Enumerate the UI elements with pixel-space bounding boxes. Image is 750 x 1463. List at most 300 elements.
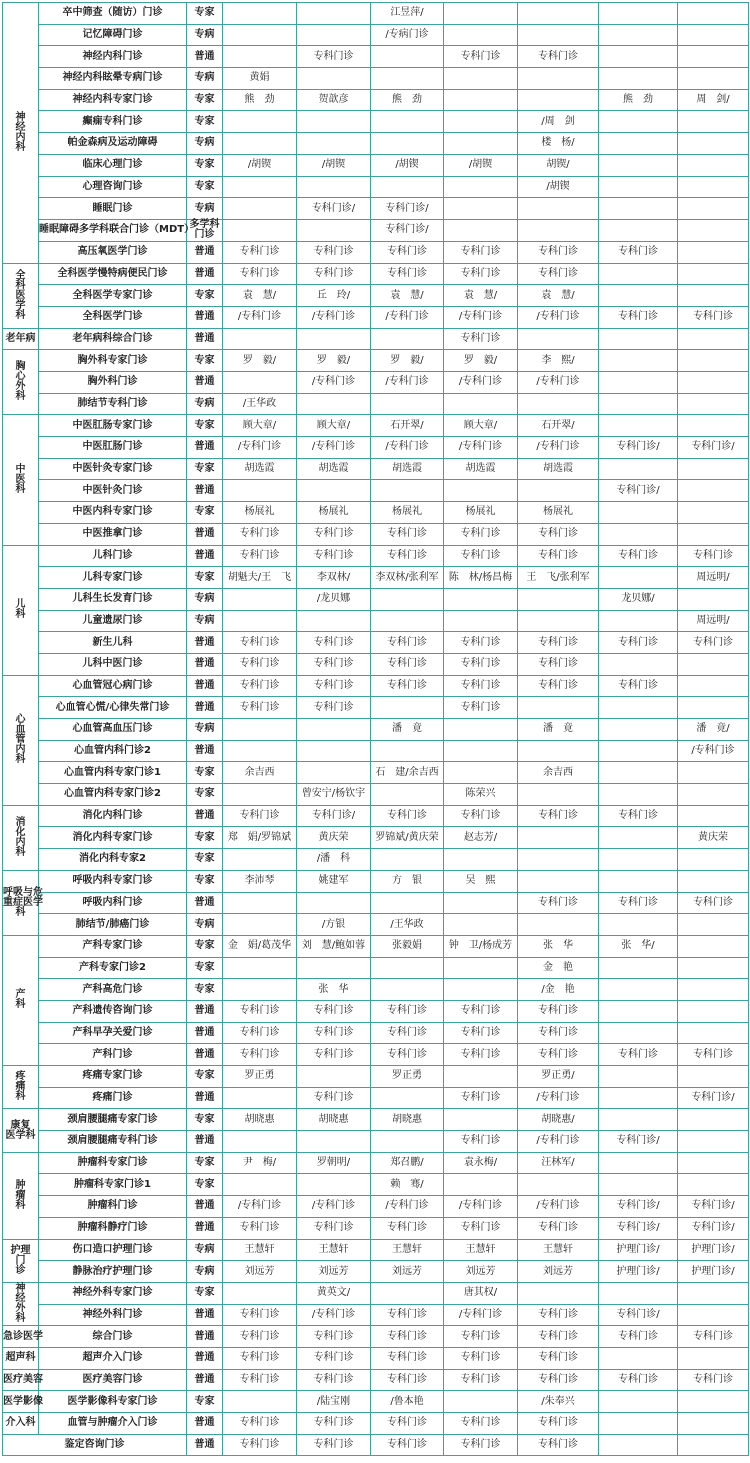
clinic-type-cell: 专病	[187, 1261, 223, 1283]
schedule-slot-cell	[297, 219, 371, 241]
schedule-slot-cell: 专科门诊	[518, 241, 599, 263]
schedule-slot-cell: 张 华/	[599, 935, 678, 957]
schedule-slot-cell	[223, 372, 297, 394]
schedule-slot-cell: 专科门诊	[223, 1022, 297, 1044]
schedule-slot-cell	[371, 588, 444, 610]
clinic-type-cell: 专家	[187, 502, 223, 524]
schedule-slot-cell	[678, 1413, 749, 1435]
schedule-slot-cell: 周远明/	[678, 610, 749, 632]
schedule-slot-cell	[371, 849, 444, 871]
schedule-slot-cell: /专科门诊	[223, 306, 297, 328]
schedule-slot-cell: 胡选霞	[518, 458, 599, 480]
schedule-slot-cell: 熊 劲	[371, 89, 444, 111]
schedule-slot-cell: 专科门诊	[518, 892, 599, 914]
schedule-slot-cell: 专科门诊	[599, 545, 678, 567]
table-row	[3, 914, 749, 936]
clinic-type-cell: 普通	[187, 263, 223, 285]
schedule-slot-cell: /专科门诊	[223, 437, 297, 459]
schedule-slot-cell: 专科门诊	[518, 1217, 599, 1239]
schedule-slot-cell	[678, 870, 749, 892]
schedule-slot-cell	[599, 653, 678, 675]
schedule-slot-cell: 专科门诊	[444, 1131, 518, 1153]
schedule-slot-cell	[444, 198, 518, 220]
clinic-name-cell: 心理咨询门诊	[39, 176, 187, 198]
schedule-slot-cell	[599, 24, 678, 46]
schedule-slot-cell: 郑 娟/罗锦斌	[223, 827, 297, 849]
clinic-name-cell: 心血管内科专家门诊1	[39, 762, 187, 784]
schedule-slot-cell	[678, 957, 749, 979]
schedule-slot-cell	[444, 1066, 518, 1088]
schedule-slot-cell	[599, 1022, 678, 1044]
schedule-slot-cell	[223, 979, 297, 1001]
clinic-name-cell: 中医内科专家门诊	[39, 502, 187, 524]
schedule-slot-cell	[599, 762, 678, 784]
department-cell: 康复 医学科	[3, 1109, 39, 1152]
table-row	[3, 610, 749, 632]
table-row	[3, 372, 749, 394]
schedule-slot-cell	[599, 176, 678, 198]
clinic-type-cell: 普通	[187, 241, 223, 263]
schedule-slot-cell	[518, 3, 599, 25]
clinic-type-cell: 普通	[187, 372, 223, 394]
schedule-slot-cell	[223, 3, 297, 25]
schedule-slot-cell: 专科门诊	[444, 1347, 518, 1369]
clinic-name-cell: 医学影像科专家门诊	[39, 1391, 187, 1413]
department-cell: 急诊医学	[3, 1326, 39, 1348]
schedule-slot-cell	[678, 46, 749, 68]
schedule-slot-cell: 江昱萍/	[371, 3, 444, 25]
table-row	[3, 697, 749, 719]
schedule-slot-cell: 专科门诊	[297, 263, 371, 285]
schedule-slot-cell	[599, 740, 678, 762]
table-row	[3, 241, 749, 263]
table-row	[3, 653, 749, 675]
schedule-slot-cell	[444, 762, 518, 784]
schedule-slot-cell	[678, 1391, 749, 1413]
table-row	[3, 1239, 749, 1261]
schedule-slot-cell	[371, 480, 444, 502]
schedule-slot-cell	[371, 979, 444, 1001]
schedule-slot-cell: /专科门诊	[297, 306, 371, 328]
schedule-slot-cell	[678, 1000, 749, 1022]
schedule-slot-cell: 专科门诊	[297, 632, 371, 654]
schedule-slot-cell	[297, 740, 371, 762]
schedule-slot-cell: 陈荣兴	[444, 784, 518, 806]
schedule-slot-cell: 专科门诊/	[599, 1196, 678, 1218]
schedule-slot-cell: 专科门诊	[297, 241, 371, 263]
schedule-slot-cell	[297, 719, 371, 741]
schedule-slot-cell	[518, 393, 599, 415]
schedule-slot-cell	[678, 914, 749, 936]
clinic-name-cell: 颈肩腰腿痛专科门诊	[39, 1131, 187, 1153]
schedule-slot-cell: /鲁本艳	[371, 1391, 444, 1413]
schedule-slot-cell: 袁 慧/	[444, 285, 518, 307]
schedule-slot-cell: 专科门诊	[444, 1326, 518, 1348]
schedule-slot-cell: 张毅娟	[371, 935, 444, 957]
schedule-slot-cell	[518, 849, 599, 871]
schedule-slot-cell	[599, 458, 678, 480]
schedule-slot-cell: 楼 杨/	[518, 133, 599, 155]
table-row	[3, 350, 749, 372]
schedule-slot-cell: 顾大章/	[297, 415, 371, 437]
schedule-slot-cell	[444, 610, 518, 632]
schedule-slot-cell	[599, 502, 678, 524]
schedule-slot-cell: 赵志芳/	[444, 827, 518, 849]
schedule-slot-cell: 胡晓惠/	[518, 1109, 599, 1131]
clinic-name-cell: 神经外科门诊	[39, 1304, 187, 1326]
schedule-slot-cell	[678, 458, 749, 480]
schedule-slot-cell: 王慧轩	[297, 1239, 371, 1261]
schedule-slot-cell	[518, 328, 599, 350]
schedule-slot-cell: 专科门诊	[297, 1022, 371, 1044]
schedule-slot-cell: /专科门诊	[444, 372, 518, 394]
schedule-slot-cell	[223, 133, 297, 155]
schedule-slot-cell: 专科门诊	[223, 1304, 297, 1326]
schedule-slot-cell	[444, 740, 518, 762]
table-row	[3, 176, 749, 198]
schedule-slot-cell: 黄庆荣	[678, 827, 749, 849]
schedule-slot-cell: 专科门诊	[371, 1044, 444, 1066]
schedule-slot-cell: 专科门诊	[518, 1369, 599, 1391]
schedule-slot-cell: 专科门诊	[371, 263, 444, 285]
schedule-slot-cell	[371, 176, 444, 198]
schedule-slot-cell: 专科门诊/	[297, 198, 371, 220]
schedule-slot-cell: 胡锲/	[518, 154, 599, 176]
schedule-slot-cell: 专科门诊	[518, 1434, 599, 1456]
schedule-slot-cell	[223, 1087, 297, 1109]
schedule-slot-cell	[599, 849, 678, 871]
schedule-slot-cell: 专科门诊	[518, 1022, 599, 1044]
schedule-slot-cell	[297, 762, 371, 784]
schedule-slot-cell	[297, 892, 371, 914]
schedule-slot-cell	[599, 1282, 678, 1304]
schedule-slot-cell: 专科门诊/	[371, 198, 444, 220]
schedule-slot-cell	[444, 1109, 518, 1131]
schedule-slot-cell	[678, 1152, 749, 1174]
clinic-schedule-table	[2, 2, 749, 1456]
schedule-slot-cell: 专科门诊/	[297, 805, 371, 827]
table-row	[3, 1282, 749, 1304]
schedule-slot-cell: 专科门诊	[297, 1000, 371, 1022]
schedule-slot-cell: 专科门诊	[297, 1044, 371, 1066]
schedule-slot-cell: 罗朝明/	[297, 1152, 371, 1174]
schedule-slot-cell: /专科门诊	[678, 740, 749, 762]
schedule-slot-cell: 护理门诊/	[599, 1261, 678, 1283]
clinic-type-cell: 普通	[187, 1217, 223, 1239]
table-row	[3, 133, 749, 155]
clinic-type-cell: 专病	[187, 133, 223, 155]
schedule-slot-cell: /专科门诊	[297, 372, 371, 394]
schedule-slot-cell	[297, 328, 371, 350]
schedule-slot-cell	[223, 1282, 297, 1304]
table-row	[3, 719, 749, 741]
table-row	[3, 632, 749, 654]
table-row	[3, 458, 749, 480]
schedule-slot-cell	[444, 957, 518, 979]
table-row	[3, 1196, 749, 1218]
schedule-slot-cell	[678, 3, 749, 25]
clinic-type-cell: 专病	[187, 588, 223, 610]
schedule-slot-cell: 郑召鹏/	[371, 1152, 444, 1174]
schedule-slot-cell: 专科门诊	[444, 1217, 518, 1239]
department-cell: 医学影像	[3, 1391, 39, 1413]
schedule-slot-cell	[444, 719, 518, 741]
table-row	[3, 1174, 749, 1196]
clinic-name-cell: 睡眠障碍多学科联合门诊（MDT）	[39, 219, 187, 241]
schedule-slot-cell	[444, 914, 518, 936]
schedule-slot-cell: 专科门诊	[371, 805, 444, 827]
schedule-slot-cell	[371, 892, 444, 914]
clinic-name-cell: 疼痛专家门诊	[39, 1066, 187, 1088]
schedule-slot-cell: 李 熙/	[518, 350, 599, 372]
clinic-name-cell: 中医针灸专家门诊	[39, 458, 187, 480]
clinic-name-cell: 儿科专家门诊	[39, 567, 187, 589]
clinic-type-cell: 专家	[187, 762, 223, 784]
schedule-slot-cell: 专科门诊	[371, 523, 444, 545]
schedule-slot-cell: /周 剑	[518, 111, 599, 133]
clinic-type-cell: 专家	[187, 827, 223, 849]
schedule-slot-cell: 专科门诊	[518, 1000, 599, 1022]
schedule-slot-cell	[297, 1131, 371, 1153]
schedule-slot-cell: 专科门诊	[223, 545, 297, 567]
clinic-name-cell: 肺结节/肺癌门诊	[39, 914, 187, 936]
schedule-slot-cell: 顾大章/	[444, 415, 518, 437]
department-cell: 消 化 内 科	[3, 805, 39, 870]
clinic-name-cell: 神经外科专家门诊	[39, 1282, 187, 1304]
schedule-slot-cell	[678, 979, 749, 1001]
schedule-slot-cell: /方银	[297, 914, 371, 936]
schedule-slot-cell: 黄庆荣	[297, 827, 371, 849]
schedule-slot-cell: 专科门诊	[599, 675, 678, 697]
schedule-slot-cell: 胡选霞	[223, 458, 297, 480]
schedule-slot-cell	[678, 372, 749, 394]
schedule-slot-cell	[678, 263, 749, 285]
schedule-slot-cell	[678, 935, 749, 957]
table-row	[3, 935, 749, 957]
table-row	[3, 979, 749, 1001]
schedule-slot-cell: 罗正勇/	[518, 1066, 599, 1088]
table-row	[3, 523, 749, 545]
schedule-slot-cell: 专科门诊	[223, 1000, 297, 1022]
schedule-slot-cell	[678, 133, 749, 155]
clinic-name-cell: 卒中筛查（随访）门诊	[39, 3, 187, 25]
schedule-slot-cell	[678, 1347, 749, 1369]
schedule-slot-cell: 专科门诊	[297, 545, 371, 567]
schedule-slot-cell: 专科门诊	[297, 46, 371, 68]
schedule-slot-cell	[678, 68, 749, 90]
schedule-slot-cell	[444, 588, 518, 610]
schedule-slot-cell: /专科门诊	[518, 1131, 599, 1153]
schedule-slot-cell: 专科门诊	[371, 653, 444, 675]
clinic-type-cell: 普通	[187, 632, 223, 654]
schedule-slot-cell: 余吉西	[223, 762, 297, 784]
schedule-slot-cell	[678, 328, 749, 350]
schedule-slot-cell	[444, 176, 518, 198]
schedule-slot-cell: 熊 劲	[223, 89, 297, 111]
schedule-slot-cell: 专科门诊	[223, 523, 297, 545]
schedule-slot-cell: /陆宝刚	[297, 1391, 371, 1413]
schedule-slot-cell: 专科门诊	[297, 1369, 371, 1391]
table-row	[3, 1217, 749, 1239]
schedule-slot-cell: 熊 劲	[599, 89, 678, 111]
department-cell: 呼吸与危 重症医学 科	[3, 870, 39, 935]
clinic-type-cell: 专病	[187, 719, 223, 741]
schedule-slot-cell: 袁 慧/	[518, 285, 599, 307]
schedule-slot-cell	[518, 740, 599, 762]
schedule-slot-cell: 护理门诊/	[599, 1239, 678, 1261]
schedule-slot-cell: 王慧轩	[518, 1239, 599, 1261]
schedule-slot-cell	[223, 24, 297, 46]
schedule-slot-cell	[444, 3, 518, 25]
schedule-slot-cell: 护理门诊/	[678, 1239, 749, 1261]
schedule-slot-cell	[371, 697, 444, 719]
schedule-slot-cell: 专科门诊	[297, 1326, 371, 1348]
schedule-slot-cell	[518, 1174, 599, 1196]
schedule-slot-cell	[678, 219, 749, 241]
schedule-slot-cell: 专科门诊	[518, 46, 599, 68]
table-row	[3, 198, 749, 220]
schedule-slot-cell	[599, 719, 678, 741]
table-row	[3, 502, 749, 524]
schedule-slot-cell: /专科门诊	[444, 437, 518, 459]
clinic-type-cell: 专病	[187, 610, 223, 632]
schedule-slot-cell	[444, 892, 518, 914]
schedule-slot-cell	[371, 957, 444, 979]
schedule-slot-cell: 专科门诊	[371, 241, 444, 263]
schedule-slot-cell: 贺歆彦	[297, 89, 371, 111]
schedule-slot-cell	[444, 1174, 518, 1196]
schedule-slot-cell: 张 华	[518, 935, 599, 957]
schedule-slot-cell	[599, 523, 678, 545]
table-row	[3, 675, 749, 697]
schedule-slot-cell: 石 建/余吉西	[371, 762, 444, 784]
schedule-slot-cell: 专科门诊	[297, 1413, 371, 1435]
clinic-type-cell: 专家	[187, 567, 223, 589]
clinic-type-cell: 普通	[187, 1347, 223, 1369]
schedule-slot-cell	[599, 914, 678, 936]
schedule-slot-cell: 专科门诊	[599, 892, 678, 914]
schedule-slot-cell: /潘 科	[297, 849, 371, 871]
schedule-slot-cell: 潘 竟	[518, 719, 599, 741]
clinic-type-cell: 普通	[187, 892, 223, 914]
schedule-slot-cell: 龙贝娜/	[599, 588, 678, 610]
schedule-slot-cell: 潘 竟	[371, 719, 444, 741]
schedule-slot-cell	[297, 111, 371, 133]
schedule-slot-cell	[678, 502, 749, 524]
schedule-slot-cell: 专科门诊	[599, 1369, 678, 1391]
schedule-slot-cell: 专科门诊	[297, 697, 371, 719]
schedule-slot-cell	[518, 89, 599, 111]
schedule-slot-cell: /胡锲	[518, 176, 599, 198]
clinic-type-cell: 普通	[187, 1000, 223, 1022]
schedule-slot-cell: /专科门诊	[297, 1196, 371, 1218]
schedule-slot-cell	[678, 480, 749, 502]
schedule-slot-cell	[599, 870, 678, 892]
clinic-name-cell: 静脉治疗护理门诊	[39, 1261, 187, 1283]
schedule-slot-cell: 专科门诊	[678, 1369, 749, 1391]
schedule-slot-cell: 专科门诊	[444, 632, 518, 654]
table-row	[3, 68, 749, 90]
table-row	[3, 1347, 749, 1369]
schedule-slot-cell: /专科门诊	[371, 372, 444, 394]
clinic-name-cell: 伤口造口护理门诊	[39, 1239, 187, 1261]
schedule-slot-cell	[678, 1066, 749, 1088]
department-cell: 疼 痛 科	[3, 1066, 39, 1109]
table-row	[3, 1304, 749, 1326]
schedule-slot-cell: 罗 毅/	[297, 350, 371, 372]
schedule-slot-cell	[678, 111, 749, 133]
schedule-slot-cell: 专科门诊	[223, 1326, 297, 1348]
department-cell: 护理 门 诊	[3, 1239, 39, 1282]
clinic-type-cell: 专家	[187, 1282, 223, 1304]
schedule-slot-cell	[599, 415, 678, 437]
schedule-slot-cell: 刘远芳	[297, 1261, 371, 1283]
clinic-type-cell: 专家	[187, 3, 223, 25]
clinic-type-cell: 普通	[187, 805, 223, 827]
schedule-slot-cell: 钟 卫/杨成芳	[444, 935, 518, 957]
clinic-type-cell: 普通	[187, 675, 223, 697]
schedule-slot-cell	[678, 675, 749, 697]
schedule-slot-cell: /专科门诊	[371, 306, 444, 328]
table-row	[3, 1152, 749, 1174]
schedule-slot-cell	[297, 480, 371, 502]
clinic-type-cell: 专家	[187, 979, 223, 1001]
schedule-body	[3, 3, 749, 1456]
clinic-type-cell: 专家	[187, 784, 223, 806]
schedule-slot-cell	[599, 328, 678, 350]
department-cell: 儿 科	[3, 545, 39, 675]
schedule-slot-cell: 专科门诊	[678, 545, 749, 567]
schedule-slot-cell: 专科门诊	[371, 545, 444, 567]
schedule-slot-cell	[297, 957, 371, 979]
schedule-slot-cell	[599, 1109, 678, 1131]
schedule-slot-cell: /专科门诊	[297, 437, 371, 459]
schedule-slot-cell	[223, 849, 297, 871]
table-row	[3, 263, 749, 285]
clinic-name-cell: 消化内科专家2	[39, 849, 187, 871]
schedule-slot-cell	[678, 1282, 749, 1304]
schedule-slot-cell: 顾大章/	[223, 415, 297, 437]
table-row	[3, 849, 749, 871]
schedule-slot-cell	[223, 480, 297, 502]
schedule-slot-cell: 专科门诊	[599, 306, 678, 328]
schedule-slot-cell: 专科门诊	[599, 805, 678, 827]
schedule-slot-cell: 袁 慧/	[371, 285, 444, 307]
table-row	[3, 740, 749, 762]
clinic-type-cell: 专病	[187, 393, 223, 415]
schedule-slot-cell: 李双林/张利军	[371, 567, 444, 589]
schedule-slot-cell: 专科门诊	[444, 1369, 518, 1391]
schedule-slot-cell: 杨展礼	[297, 502, 371, 524]
schedule-slot-cell: 罗 毅/	[444, 350, 518, 372]
schedule-slot-cell: /王华政	[371, 914, 444, 936]
clinic-name-cell: 呼吸内科专家门诊	[39, 870, 187, 892]
department-cell: 肿 瘤 科	[3, 1152, 39, 1239]
schedule-slot-cell: 专科门诊	[518, 653, 599, 675]
clinic-type-cell: 专家	[187, 415, 223, 437]
schedule-slot-cell	[518, 68, 599, 90]
schedule-slot-cell	[223, 46, 297, 68]
department-cell: 超声科	[3, 1347, 39, 1369]
table-row	[3, 3, 749, 25]
schedule-slot-cell: 尹 梅/	[223, 1152, 297, 1174]
clinic-name-cell: 肿瘤科静疗门诊	[39, 1217, 187, 1239]
schedule-slot-cell	[678, 350, 749, 372]
schedule-slot-cell	[371, 740, 444, 762]
clinic-type-cell: 普通	[187, 480, 223, 502]
schedule-slot-cell: 潘 竟/	[678, 719, 749, 741]
schedule-slot-cell: 王慧轩	[444, 1239, 518, 1261]
